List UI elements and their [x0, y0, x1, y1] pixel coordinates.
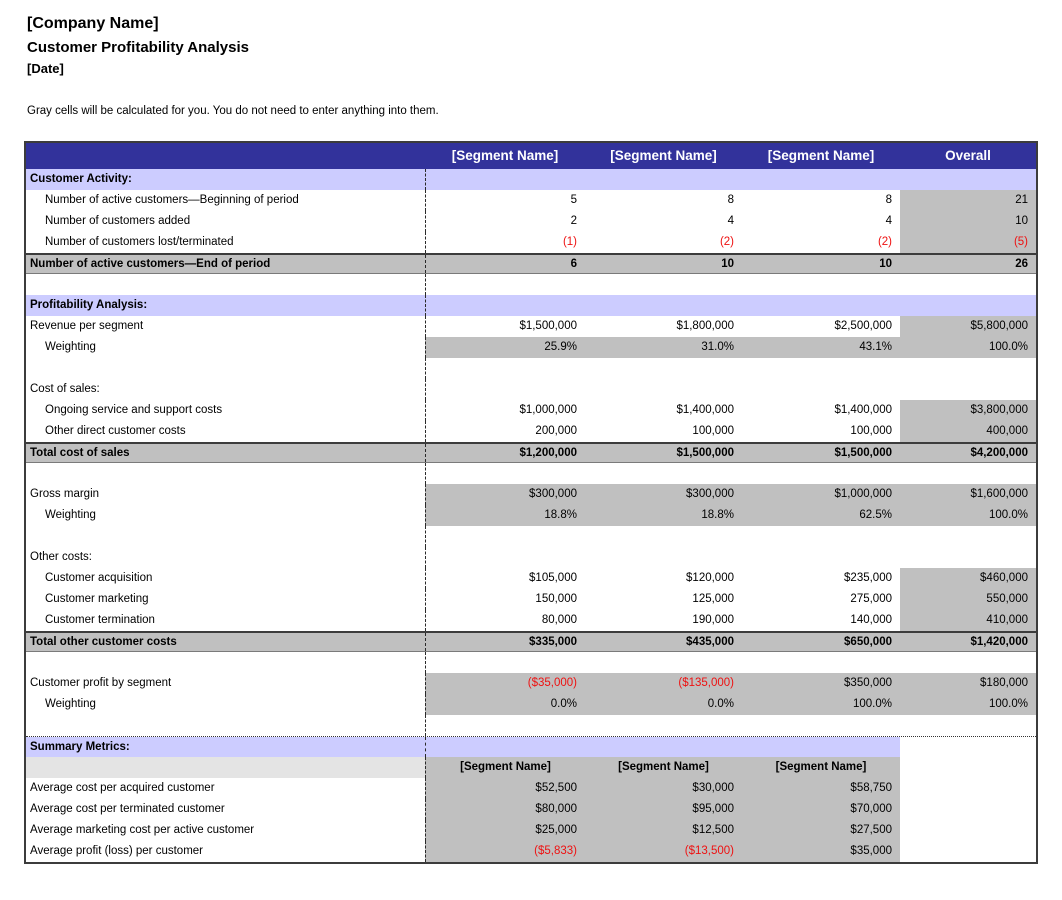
cell-segment-3: $650,000 — [742, 633, 900, 651]
table-row-blank-5 — [26, 274, 1036, 295]
cell-segment-1: 0.0% — [425, 694, 585, 715]
blank-cell — [585, 652, 742, 673]
table-row-average-cost-per-terminated-customer — [26, 799, 1036, 820]
row-label: Cost of sales: — [30, 383, 100, 396]
row-label: Average profit (loss) per customer — [30, 845, 203, 858]
cell-segment-2[interactable]: 4 — [727, 215, 734, 228]
table-row-number-of-customers-lost-terminated — [26, 232, 1036, 253]
row-label: Total cost of sales — [26, 444, 425, 462]
table-row-profitability-analysis — [26, 295, 1036, 316]
cell-segment-1[interactable]: $1,500,000 — [425, 316, 585, 337]
cell-overall — [900, 379, 1036, 400]
row-label: Gross margin — [30, 488, 100, 501]
cell-segment-1[interactable]: $105,000 — [425, 568, 585, 589]
blank-cell — [425, 274, 585, 295]
blank-cell — [425, 358, 585, 379]
cell-overall: $1,600,000 — [900, 484, 1036, 505]
cell-overall — [900, 799, 1036, 820]
blank-cell — [585, 463, 742, 484]
table-row-weighting — [26, 694, 1036, 715]
cell-segment-2[interactable]: (2) — [719, 236, 734, 249]
row-label: Number of active customers—End of period — [26, 255, 425, 273]
cell-overall — [900, 820, 1036, 841]
cell-segment-1 — [425, 547, 585, 568]
date-placeholder: [Date] — [27, 61, 64, 77]
cell-overall: 10 — [900, 211, 1036, 232]
cell-segment-1 — [425, 379, 585, 400]
table-row-customer-termination — [26, 610, 1036, 631]
row-label: Weighting — [45, 341, 96, 354]
row-label: Number of active customers—Beginning of period — [45, 194, 299, 207]
section-fill — [585, 737, 742, 757]
cell-overall — [900, 841, 1036, 862]
cell-segment-3: $1,500,000 — [742, 444, 900, 462]
table-row-weighting — [26, 505, 1036, 526]
table-row-number-of-customers-added — [26, 211, 1036, 232]
cell-overall: 26 — [900, 255, 1036, 273]
cell-overall: $1,420,000 — [900, 633, 1036, 651]
cell-segment-3: $35,000 — [742, 841, 900, 862]
table-row-average-marketing-cost-per-active-custom — [26, 820, 1036, 841]
cell-segment-2: $1,500,000 — [585, 444, 742, 462]
page-title: Customer Profitability Analysis — [27, 38, 249, 56]
cell-segment-2[interactable]: 8 — [727, 194, 734, 207]
table-row-cost-of-sales — [26, 379, 1036, 400]
cell-segment-1: 18.8% — [425, 505, 585, 526]
table-header-row — [26, 143, 1036, 169]
cell-overall: 550,000 — [900, 589, 1036, 610]
blank-cell — [585, 715, 742, 736]
table-row-other-direct-customer-costs — [26, 421, 1036, 442]
table-row-total-other-customer-costs — [26, 631, 1036, 652]
cell-segment-2[interactable]: 190,000 — [692, 614, 734, 627]
cell-segment-3: $70,000 — [742, 799, 900, 820]
blank-cell — [900, 652, 1036, 673]
cell-overall: 21 — [900, 190, 1036, 211]
cell-segment-1[interactable]: $1,000,000 — [425, 400, 585, 421]
cell-segment-1: $300,000 — [425, 484, 585, 505]
table-row-customer-profit-by-segment — [26, 673, 1036, 694]
table-row-customer-marketing — [26, 589, 1036, 610]
blank-cell — [425, 463, 585, 484]
cell-overall: 100.0% — [900, 505, 1036, 526]
blank-cell — [26, 652, 425, 673]
blank-cell — [585, 358, 742, 379]
blank-cell — [425, 715, 585, 736]
cell-overall — [900, 778, 1036, 799]
table-row-number-of-active-customers-beginning-of- — [26, 190, 1036, 211]
row-label: Customer acquisition — [45, 572, 153, 585]
cell-segment-2[interactable]: $1,800,000 — [676, 320, 734, 333]
row-label: Weighting — [45, 698, 96, 711]
blank-cell — [585, 274, 742, 295]
section-fill — [425, 295, 585, 316]
cell-segment-2[interactable]: $1,400,000 — [676, 404, 734, 417]
table-row-blank-23 — [26, 652, 1036, 673]
table-row-ongoing-service-and-support-costs — [26, 400, 1036, 421]
cell-segment-3: 62.5% — [742, 505, 900, 526]
row-label: Customer marketing — [45, 593, 149, 606]
row-label: Weighting — [45, 509, 96, 522]
cell-segment-2: $95,000 — [585, 799, 742, 820]
table-row-revenue-per-segment — [26, 316, 1036, 337]
section-fill — [742, 295, 900, 316]
table-row-summary-metrics — [26, 736, 1036, 757]
blank-cell — [26, 526, 425, 547]
blank-cell — [900, 358, 1036, 379]
cell-segment-2 — [585, 379, 742, 400]
table-row-blank-9 — [26, 358, 1036, 379]
cell-overall: $460,000 — [900, 568, 1036, 589]
cell-segment-3: 10 — [742, 255, 900, 273]
section-label: Profitability Analysis: — [26, 295, 425, 316]
table-row-average-cost-per-acquired-customer — [26, 778, 1036, 799]
table-row-blank-17 — [26, 526, 1036, 547]
cell-segment-3: $27,500 — [742, 820, 900, 841]
table-row-blank-26 — [26, 715, 1036, 736]
cell-segment-2: $30,000 — [585, 778, 742, 799]
cell-segment-3[interactable]: 275,000 — [850, 593, 892, 606]
section-fill — [742, 169, 900, 190]
summary-header-overall — [900, 757, 1036, 778]
row-label: Total other customer costs — [26, 633, 425, 651]
cell-segment-3[interactable]: $1,400,000 — [834, 404, 892, 417]
company-name: [Company Name] — [27, 15, 159, 32]
blank-cell — [585, 526, 742, 547]
blank-cell — [900, 715, 1036, 736]
cell-segment-2: ($13,500) — [585, 841, 742, 862]
cell-segment-2: 31.0% — [585, 337, 742, 358]
section-fill — [585, 169, 742, 190]
blank-cell — [742, 526, 900, 547]
row-label: Average marketing cost per active customer — [30, 824, 255, 837]
cell-segment-1[interactable]: (1) — [425, 232, 585, 253]
row-label: Customer termination — [45, 614, 155, 627]
document-header — [0, 0, 1062, 79]
blank-cell — [742, 715, 900, 736]
cell-segment-1[interactable]: 200,000 — [425, 421, 585, 442]
cell-overall: $5,800,000 — [900, 316, 1036, 337]
cell-segment-3: $350,000 — [742, 673, 900, 694]
cell-segment-1: ($5,833) — [425, 841, 585, 862]
cell-segment-2[interactable]: $120,000 — [686, 572, 734, 585]
cell-segment-1: $52,500 — [425, 778, 585, 799]
blank-cell — [26, 463, 425, 484]
section-fill — [585, 295, 742, 316]
cell-segment-3 — [742, 379, 900, 400]
spreadsheet-table — [24, 141, 1038, 864]
cell-segment-2: 0.0% — [585, 694, 742, 715]
blank-cell — [742, 274, 900, 295]
cell-segment-1[interactable]: 2 — [425, 211, 585, 232]
cell-overall: 100.0% — [900, 694, 1036, 715]
summary-header-segment-3: [Segment Name] — [742, 757, 900, 778]
row-label: Customer profit by segment — [30, 677, 172, 690]
cell-segment-2[interactable]: 100,000 — [692, 425, 734, 438]
section-fill-overall — [900, 737, 1036, 757]
row-label: Number of customers added — [45, 215, 191, 228]
cell-overall: $180,000 — [900, 673, 1036, 694]
summary-header-segment-2: [Segment Name] — [585, 757, 742, 778]
blank-cell — [900, 274, 1036, 295]
cell-segment-3[interactable]: 140,000 — [850, 614, 892, 627]
header-cell-segment-3: [Segment Name] — [767, 148, 875, 164]
instruction-text: Gray cells will be calculated for you. You do not need to enter anything into them. — [27, 104, 439, 117]
cell-segment-3[interactable]: $235,000 — [844, 572, 892, 585]
cell-segment-1: $1,200,000 — [425, 444, 585, 462]
table-row-weighting — [26, 337, 1036, 358]
cell-segment-3: 100.0% — [742, 694, 900, 715]
table-row-subheader-28 — [26, 757, 1036, 778]
header-cell-segment-1: [Segment Name] — [451, 148, 559, 164]
cell-segment-2: 18.8% — [585, 505, 742, 526]
cell-segment-2 — [585, 547, 742, 568]
cell-segment-3 — [742, 547, 900, 568]
table-row-total-cost-of-sales — [26, 442, 1036, 463]
section-fill-overall — [900, 169, 1036, 190]
table-row-average-profit-loss-per-customer — [26, 841, 1036, 862]
blank-cell — [900, 526, 1036, 547]
cell-overall: 410,000 — [900, 610, 1036, 631]
cell-segment-3: $58,750 — [742, 778, 900, 799]
row-label: Ongoing service and support costs — [45, 404, 223, 417]
cell-segment-1: 25.9% — [425, 337, 585, 358]
blank-cell — [900, 463, 1036, 484]
cell-segment-1: $25,000 — [425, 820, 585, 841]
cell-segment-2: ($135,000) — [585, 673, 742, 694]
section-label: Customer Activity: — [26, 169, 425, 190]
section-fill-overall — [900, 295, 1036, 316]
cell-segment-2[interactable]: 125,000 — [692, 593, 734, 606]
blank-cell — [425, 526, 585, 547]
blank-cell — [742, 463, 900, 484]
cell-segment-3[interactable]: 100,000 — [850, 425, 892, 438]
cell-segment-3[interactable]: 4 — [885, 215, 892, 228]
cell-segment-3[interactable]: 8 — [885, 194, 892, 207]
blank-cell — [742, 652, 900, 673]
cell-segment-2: $300,000 — [585, 484, 742, 505]
cell-overall: $3,800,000 — [900, 400, 1036, 421]
section-fill — [742, 737, 900, 757]
blank-cell — [26, 358, 425, 379]
cell-segment-1: $80,000 — [425, 799, 585, 820]
row-label: Average cost per terminated customer — [30, 803, 225, 816]
blank-cell — [26, 715, 425, 736]
blank-cell — [742, 358, 900, 379]
cell-segment-3: 43.1% — [742, 337, 900, 358]
header-cell-empty — [26, 143, 425, 169]
cell-overall: (5) — [900, 232, 1036, 253]
header-cell-overall: Overall — [945, 148, 991, 164]
cell-segment-1[interactable]: 80,000 — [425, 610, 585, 631]
row-label: Average cost per acquired customer — [30, 782, 215, 795]
row-label: Other direct customer costs — [45, 425, 186, 438]
table-row-gross-margin — [26, 484, 1036, 505]
table-row-number-of-active-customers-end-of-period — [26, 253, 1036, 274]
header-cell-segment-2: [Segment Name] — [610, 148, 717, 164]
table-row-customer-acquisition — [26, 568, 1036, 589]
cell-segment-1[interactable]: 5 — [425, 190, 585, 211]
cell-segment-2: $435,000 — [585, 633, 742, 651]
row-label: Number of customers lost/terminated — [45, 236, 234, 249]
table-row-blank-14 — [26, 463, 1036, 484]
table-row-other-costs — [26, 547, 1036, 568]
section-fill — [425, 737, 585, 757]
cell-overall: 100.0% — [900, 337, 1036, 358]
blank-cell — [425, 652, 585, 673]
cell-segment-2: 10 — [585, 255, 742, 273]
table-body — [26, 169, 1036, 862]
cell-segment-3[interactable]: (2) — [877, 236, 892, 249]
summary-header-segment-1: [Segment Name] — [425, 757, 585, 778]
cell-overall — [900, 547, 1036, 568]
cell-segment-1[interactable]: 150,000 — [425, 589, 585, 610]
cell-segment-3: $1,000,000 — [742, 484, 900, 505]
cell-segment-3[interactable]: $2,500,000 — [834, 320, 892, 333]
table-row-customer-activity — [26, 169, 1036, 190]
section-fill — [425, 169, 585, 190]
cell-segment-1: ($35,000) — [425, 673, 585, 694]
row-label: Revenue per segment — [30, 320, 144, 333]
section-label: Summary Metrics: — [26, 737, 425, 757]
blank-cell — [26, 274, 425, 295]
cell-segment-1: 6 — [425, 255, 585, 273]
row-label: Other costs: — [30, 551, 92, 564]
cell-segment-1: $335,000 — [425, 633, 585, 651]
cell-overall: 400,000 — [900, 421, 1036, 442]
summary-subheader-spacer — [26, 757, 425, 778]
cell-overall: $4,200,000 — [900, 444, 1036, 462]
cell-segment-2: $12,500 — [585, 820, 742, 841]
